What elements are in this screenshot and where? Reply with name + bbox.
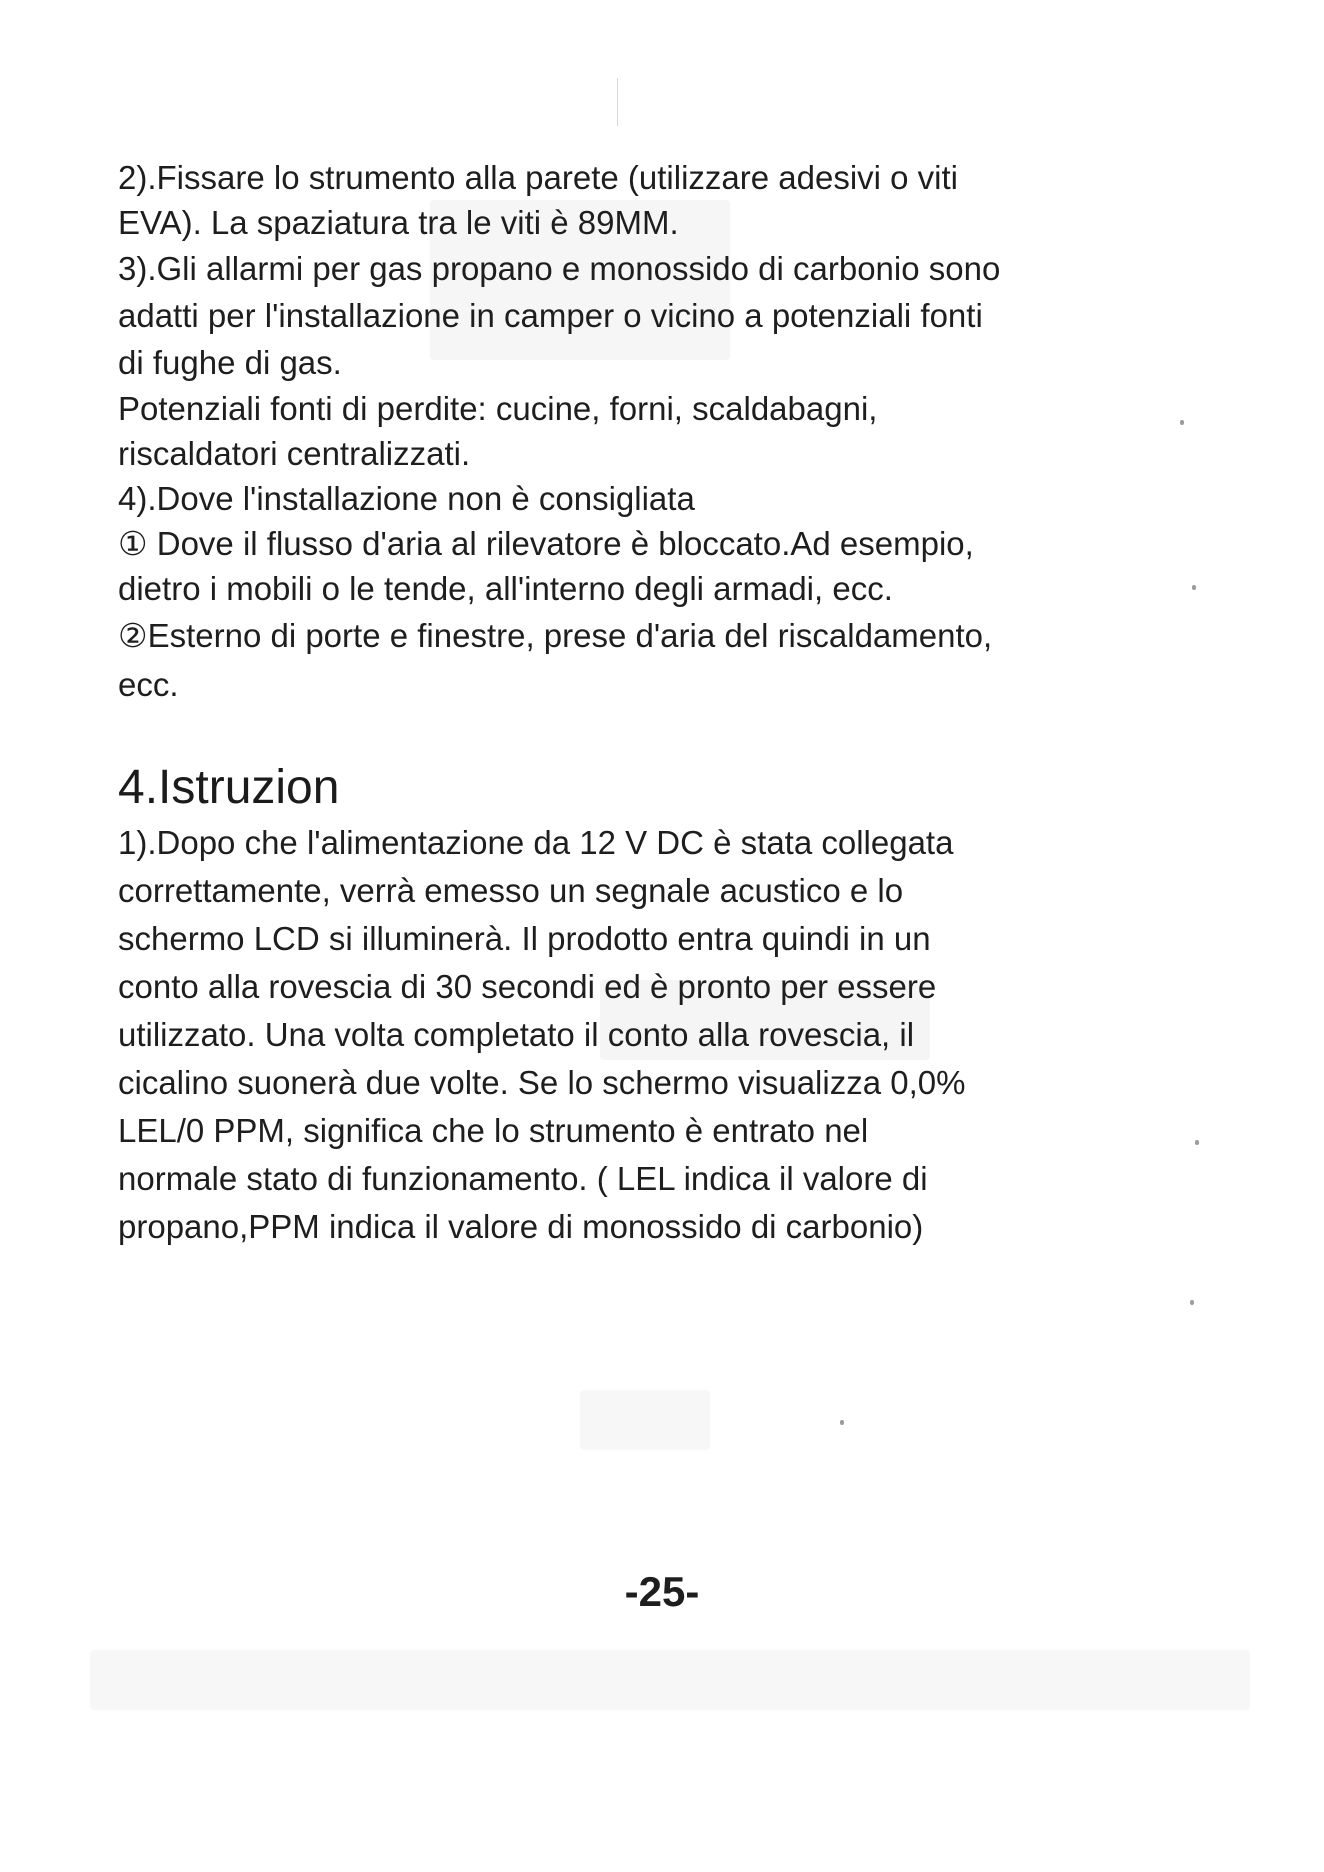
text-line: ① Dove il flusso d'aria al rilevatore è bloccato.Ad esempio, [118, 525, 974, 562]
text-line: cicalino suonerà due volte. Se lo schermo visualizza 0,0% [118, 1064, 966, 1101]
text-line: schermo LCD si illuminerà. Il prodotto entra quindi in un [118, 920, 931, 957]
text-line: correttamente, verrà emesso un segnale acustico e lo [118, 872, 904, 909]
text-line: LEL/0 PPM, significa che lo strumento è entrato nel [118, 1112, 869, 1149]
leak-sources [118, 386, 1178, 476]
page-content [118, 155, 1178, 1251]
section-heading-instructions: 4.Istruzion [118, 761, 340, 814]
text-line: ②Esterno di porte e finestre, prese d'aria del riscaldamento, [118, 617, 993, 654]
scan-speck [1195, 1140, 1199, 1145]
scan-speck [1190, 1300, 1194, 1305]
scan-speck [840, 1420, 844, 1425]
text-line: utilizzato. Una volta completato il conto alla rovescia, il [118, 1016, 915, 1053]
not-recommended-point-1 [118, 521, 1178, 611]
install-item-4-heading [118, 476, 1178, 521]
scan-shadow [90, 1650, 1250, 1710]
text-line: ecc. [118, 666, 179, 703]
scan-shadow [580, 1390, 710, 1450]
install-item-3 [118, 245, 1178, 386]
text-line: riscaldatori centralizzati. [118, 435, 471, 472]
text-line: EVA). La spaziatura tra le viti è 89MM. [118, 204, 679, 241]
install-item-2 [118, 155, 1178, 245]
scan-artifact-line [617, 78, 618, 126]
scan-speck [1192, 585, 1196, 590]
text-line: 3).Gli allarmi per gas propano e monossido di carbonio sono [118, 250, 1001, 287]
text-line: dietro i mobili o le tende, all'interno degli armadi, ecc. [118, 570, 893, 607]
text-line: Potenziali fonti di perdite: cucine, forni, scaldabagni, [118, 390, 878, 427]
text-line: propano,PPM indica il valore di monossido di carbonio) [118, 1208, 924, 1245]
text-line: adatti per l'installazione in camper o vicino a potenziali fonti [118, 297, 983, 334]
text-line: conto alla rovescia di 30 secondi ed è pronto per essere [118, 968, 937, 1005]
text-line: di fughe di gas. [118, 344, 342, 381]
not-recommended-point-2 [118, 611, 1178, 709]
text-line: 2).Fissare lo strumento alla parete (utilizzare adesivi o viti [118, 159, 959, 196]
instructions-item-1 [118, 819, 1178, 1251]
text-line: normale stato di funzionamento. ( LEL indica il valore di [118, 1160, 928, 1197]
text-line: 4).Dove l'installazione non è consigliata [118, 480, 695, 517]
scan-speck [1180, 420, 1184, 425]
text-line: 1).Dopo che l'alimentazione da 12 V DC è stata collegata [118, 824, 954, 861]
page-number: -25- [624, 1568, 700, 1615]
